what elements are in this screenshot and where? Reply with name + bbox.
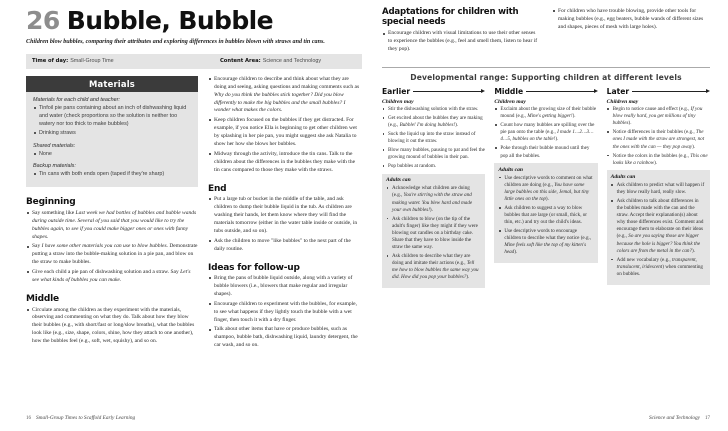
adaptations-section [382, 8, 710, 56]
list-item: None [33, 151, 191, 159]
list-item: Encourage children to experiment with the bubbles, for example, to see what happens if they lightly touch the bubble with a wet finger, then touch it with a dry finger. [208, 301, 362, 325]
middle-list-part-one [26, 307, 198, 347]
right-footer-text: Science and Technology [649, 415, 700, 421]
adults-can-list-middle [498, 175, 593, 257]
list-item: Circulate among the children as they experiment with the materials, observing and commenting on what they do. Talk about how they blow their bubbles (e.g., with short/fast or long/slow breaths), what the bubbles look like (e.g., size, shape, colors, shine, how they attach to one another), how the bubbles feel (e.g., soft, wet, squishy), and so on. [26, 307, 198, 347]
materials-backup-list [33, 171, 191, 179]
activity-subtitle: Children blow bubbles, comparing their attributes and exploring differences in bubbles blown with straws and tin cans. [26, 39, 325, 45]
list-item: Acknowledge what children are doing (e.g., You're stirring with the straw and making water. You blew hard and made your own bubbles!). [386, 185, 481, 214]
developmental-range-title: Developmental range: Supporting children at different levels [410, 72, 682, 82]
dev-column-later-label: Later [606, 86, 630, 96]
left-column-two [208, 76, 362, 352]
dev-column-middle [494, 87, 597, 289]
materials-backup-label: Backup materials: [33, 163, 76, 170]
arrow-right-icon [526, 88, 598, 94]
list-item: Poke through their bubble mound until they pop all the bubbles. [494, 145, 597, 159]
list-item: Ask children to describe what they are doing and imitate their actions (e.g., Tell me how to blow bubbles the same way you did. How did you pop your bubbles?). [386, 253, 481, 282]
list-item: Exclaim about the growing size of their bubble mound (e.g., Mine's getting bigger!). [494, 106, 597, 120]
materials-each-child-label: Materials for each child and teacher: [33, 97, 120, 104]
list-item: Say I have some other materials you can use to blow bubbles. Demonstrate putting a straw into the bubble-making solution in a pie pan, and blow on the straw to make bubbles. [26, 243, 198, 267]
followup-heading: Ideas for follow-up [208, 262, 300, 273]
list-item: For children who have trouble blowing, provide other tools for making bubbles (e.g., egg beaters, bubble wands of different sizes and shapes, pieces of mesh with large holes). [552, 8, 710, 32]
end-heading: End [208, 183, 227, 194]
list-item: Talk about other items that have or produce bubbles, such as shampoo, bubble bath, dishwashing liquid, laundry detergent, the car wash, and so on. [208, 326, 362, 350]
list-item: Tinfoil pie pans containing about an inch of dishwashing liquid and water (check proportions so the solution is neither too watery nor too thick to make bubbles) [33, 105, 191, 128]
dev-column-later-header [607, 87, 710, 96]
list-item: Ask children to talk about differences in the bubbles made with the can and the straw. Accept their explanation(s) about why those differences exist. Comment and encourage them to elaborate on their ideas (e.g., So are you saying those are bigger because the hole is bigger? You think the colors are from the metal in the can?). [611, 198, 706, 255]
arrow-right-icon [413, 88, 485, 94]
children-may-list-middle [494, 106, 597, 159]
materials-shared-label: Shared materials: [33, 142, 76, 149]
adaptations-left-column [382, 8, 540, 56]
right-footer [649, 415, 710, 421]
dev-column-earlier [382, 87, 485, 289]
materials-box [26, 76, 198, 188]
adaptations-right-list [552, 8, 710, 32]
content-area-label: Content Area: [220, 58, 261, 65]
list-item: Put a large tub or bucket in the middle of the table, and ask children to dump their bubble liquid in the tub. As children are washing their hands, let them know where they will find the materials tomorrow (either in the water table inside or outside, in tubs outside, and so on). [208, 196, 362, 236]
page-title [26, 8, 362, 33]
content-area-cell [220, 58, 321, 64]
list-item: Encourage children with visual limitations to use their other senses to experience the bubbles (e.g., feel and smell them, listen to hear if they pop). [382, 30, 540, 54]
list-item: Encourage children to describe and think about what they are doing and seeing, asking questions and making comments such as Why do you think the bubbles stick together? Did you blow differently to make the big bubbles and the small bubbles? I wonder what makes the colors. [208, 76, 362, 116]
adults-can-block-earlier [382, 174, 485, 289]
time-of-day-value: Small-Group Time [70, 58, 114, 65]
left-footer-text: Small-Group Times to Scaffold Early Learning [36, 415, 136, 421]
adults-can-label-earlier: Adults can [386, 177, 411, 184]
list-item: Ask children to suggest a way to blow bubbles that are large (or small, thick, or thin, etc.) and try out the child's ideas. [498, 205, 593, 226]
children-may-label-earlier: Children may [382, 98, 414, 105]
adults-can-block-later [607, 170, 710, 285]
dev-column-earlier-label: Earlier [382, 86, 411, 96]
content-area-value: Science and Technology [262, 58, 322, 65]
beginning-heading: Beginning [26, 197, 76, 208]
list-item: Bring the pans of bubble liquid outside, along with a variety of bubble blowers (i.e., blowers that make regular and irregular shapes). [208, 275, 362, 299]
children-may-label-later: Children may [606, 98, 639, 105]
materials-heading: Materials [26, 76, 198, 93]
materials-body [26, 92, 198, 187]
list-item: Stir the dishwashing solution with the straw. [382, 106, 485, 113]
adaptations-left-list [382, 30, 540, 54]
list-item: Ask children to predict what will happen if they blow really hard, really slow. [611, 182, 706, 196]
dev-column-middle-header [494, 87, 597, 96]
dev-column-middle-label: Middle [494, 86, 524, 96]
dev-column-later [607, 87, 710, 289]
list-item: Blow many bubbles, pausing to pat and feel the growing mound of bubbles in their pan. [382, 147, 485, 161]
list-item: Notice differences in their bubbles (e.g., The ones I made with the straw are strongest, not the ones with the can — they pop away). [607, 129, 710, 150]
info-bar [26, 54, 362, 69]
adults-can-list-earlier [386, 185, 481, 281]
adaptations-right-column [552, 8, 710, 56]
arrow-right-icon [632, 88, 710, 94]
end-list [208, 196, 362, 253]
materials-each-child-list [33, 105, 191, 137]
list-item: Notice the colors in the bubbles (e.g., This one looks like a rainbow). [607, 153, 710, 167]
materials-shared-list [33, 151, 191, 159]
list-item: Suck the liquid up into the straw instead of blowing it out the straw. [382, 131, 485, 145]
followup-list [208, 275, 362, 350]
dev-column-earlier-header [382, 87, 485, 96]
left-column-one [26, 76, 198, 352]
list-item: Use descriptive words to encourage children to describe what they notice (e.g., Mine feels soft like the top of my kitten's head). [498, 228, 593, 257]
left-footer [26, 415, 135, 421]
adults-can-label-middle: Adults can [498, 166, 524, 173]
children-may-list-earlier [382, 106, 485, 170]
beginning-list [26, 210, 198, 285]
adults-can-label-later: Adults can [610, 173, 636, 180]
time-of-day-cell [26, 58, 220, 64]
adults-can-block-middle [494, 163, 597, 263]
activity-number: 26 [26, 6, 60, 35]
left-page-columns [26, 76, 362, 352]
list-item: Give each child a pie pan of dishwashing solution and a straw. Say Let's see what kinds of bubbles you can make. [26, 269, 198, 285]
left-page-number: 16 [26, 416, 31, 421]
list-item: Keep children focused on the bubbles if they get distracted. For example, if you notice Ella is beginning to get other children wet by splashing in her pie pan, you might suggest she ask Natalia to show her how she blows her bubbles. [208, 117, 362, 149]
list-item: Drinking straws [33, 130, 191, 138]
middle-heading: Middle [26, 294, 59, 305]
list-item: Begin to notice cause and effect (e.g., If you blow really hard, you get millions of tiny bubbles). [607, 106, 710, 127]
right-page-number: 17 [705, 416, 710, 421]
adults-can-list-later [611, 182, 706, 278]
list-item: Pop bubbles at random. [382, 163, 485, 170]
list-item: Midway through the activity, introduce the tin cans. Talk to the children about the differences in the bubbles they make with the tin cans compared to those they make with the straws. [208, 151, 362, 175]
list-item: Use descriptive words to comment on what children are doing (e.g., You have some large bubbles on this side, Jemal, but tiny little ones on the top). [498, 175, 593, 204]
children-may-list-later [607, 106, 710, 167]
developmental-range-section [382, 67, 710, 288]
children-may-label-middle: Children may [494, 98, 526, 105]
right-page [374, 0, 728, 431]
list-item: Count how many bubbles are spilling over the pie pan onto the table (e.g., I made 1…2…3…4…5, bubbles on the table!). [494, 122, 597, 143]
activity-title: Bubble, Bubble [66, 6, 273, 35]
adaptations-heading: Adaptations for children with special needs [382, 7, 519, 27]
middle-list-part-two [208, 76, 362, 175]
list-item: Say something like Last week we had bottles of bubbles and bubble wands during outside time. Several of you said that you would like to try the bubbles again, to see if you could make bigger ones or ones with funny shapes. [26, 210, 198, 242]
list-item: Get excited about the bubbles they are making (e.g., Bubble! I'm doing bubbles!). [382, 115, 485, 129]
list-item: Tin cans with both ends open (taped if they're sharp) [33, 171, 191, 179]
time-of-day-label: Time of day: [32, 58, 69, 65]
list-item: Add new vocabulary (e.g., transparent, translucent, iridescent) when commenting on bubbles. [611, 257, 706, 278]
list-item: Ask children to blow (on the tip of the adult's finger) like they might if they were blowing out candles on a birthday cake. Share that they have to blow inside the straw the same way. [386, 216, 481, 252]
developmental-range-columns [382, 87, 710, 289]
list-item: Ask the children to move "like bubbles" to the next part of the daily routine. [208, 238, 362, 254]
